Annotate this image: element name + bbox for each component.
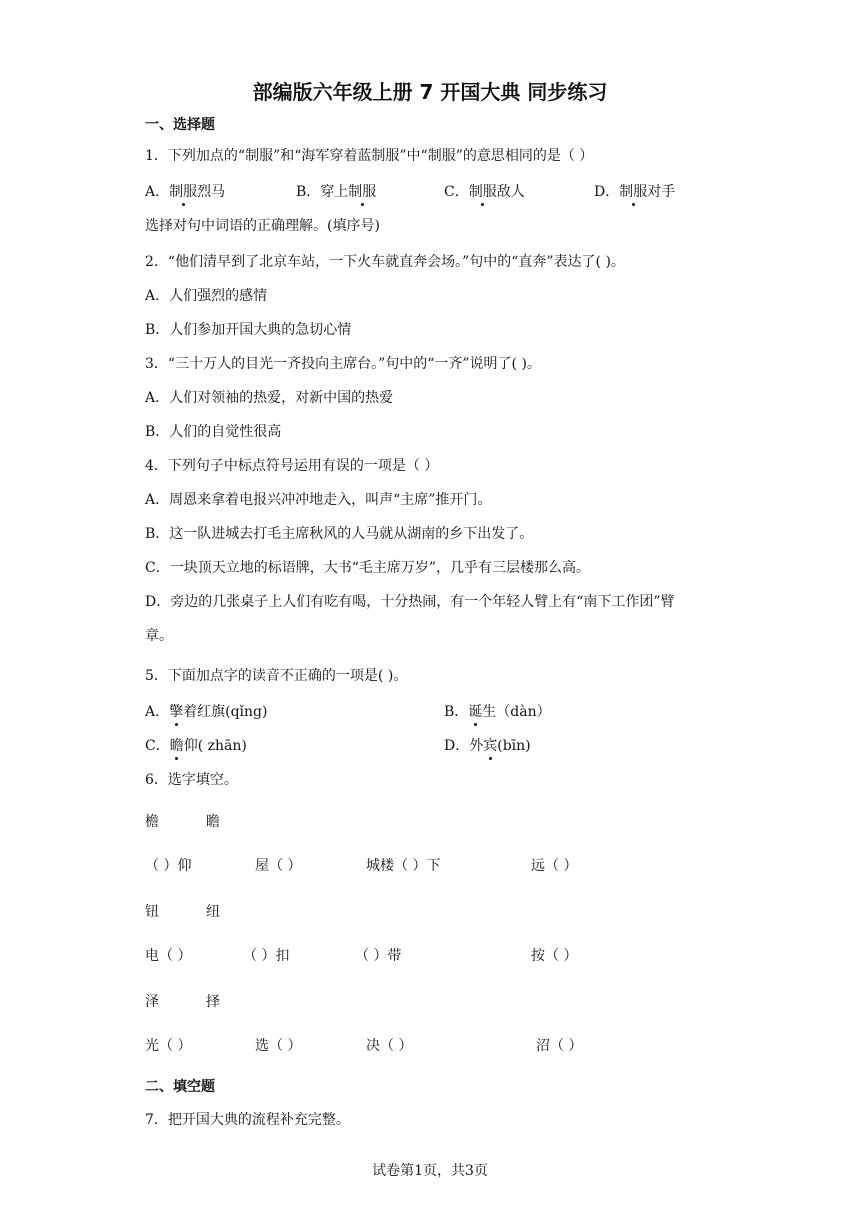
question-4-option-a: A．周恩来拿着电报兴冲冲地走入，叫声“主席”推开门。 bbox=[145, 492, 492, 508]
fill-blank-item[interactable]: 决（ ） bbox=[366, 1038, 413, 1054]
dotted-char: 瞻 bbox=[169, 738, 184, 754]
question-1-option-b: B．穿上制服 bbox=[296, 184, 377, 200]
fill-blank-item[interactable]: （ ）仰 bbox=[145, 858, 192, 874]
char-option: 择 bbox=[206, 994, 220, 1010]
fill-blank-item[interactable]: 沼（ ） bbox=[536, 1038, 583, 1054]
question-3-stem: 3．“三十万人的目光一齐投向主席台。”句中的“一齐”说明了( )。 bbox=[145, 356, 541, 372]
fill-blank-item[interactable]: 远（ ） bbox=[531, 858, 578, 874]
fill-blank-item[interactable]: 光（ ） bbox=[145, 1038, 192, 1054]
question-4-option-d-continued: 章。 bbox=[145, 628, 173, 644]
char-option: 檐 bbox=[145, 814, 159, 830]
question-1-option-a: A．制服烈马 bbox=[145, 184, 226, 200]
section-heading-fill: 二、填空题 bbox=[145, 1079, 215, 1095]
question-3-option-a: A．人们对领袖的热爱，对新中国的热爱 bbox=[145, 390, 394, 406]
dotted-word: 制服 bbox=[348, 184, 377, 200]
fill-blank-item[interactable]: 按（ ） bbox=[531, 948, 578, 964]
fill-blank-item[interactable]: 电（ ） bbox=[145, 948, 192, 964]
fill-blank-item[interactable]: 城楼（ ）下 bbox=[366, 858, 441, 874]
question-4-option-b: B．这一队进城去打毛主席秋风的人马就从湖南的乡下出发了。 bbox=[145, 526, 534, 542]
dotted-char: 宾 bbox=[483, 738, 498, 754]
question-7-stem: 7．把开国大典的流程补充完整。 bbox=[145, 1112, 350, 1128]
question-3-option-b: B．人们的自觉性很高 bbox=[145, 424, 282, 440]
instruction-text: 选择对句中词语的正确理解。(填序号) bbox=[145, 218, 380, 234]
question-4-option-c: C．一块顶天立地的标语牌，大书“毛主席万岁”，几乎有三层楼那么高。 bbox=[145, 560, 591, 576]
fill-blank-item[interactable]: 屋（ ） bbox=[255, 858, 302, 874]
char-option: 瞻 bbox=[206, 814, 220, 830]
dotted-char: 擎 bbox=[169, 704, 184, 720]
page-footer: 试卷第1页，共3页 bbox=[372, 1163, 488, 1179]
question-6-stem: 6．选字填空。 bbox=[145, 772, 238, 788]
char-option: 纽 bbox=[206, 904, 220, 920]
question-1-option-c: C．制服敌人 bbox=[444, 184, 525, 200]
fill-blank-item[interactable]: 选（ ） bbox=[255, 1038, 302, 1054]
fill-blank-item[interactable]: （ ）带 bbox=[355, 948, 402, 964]
char-option: 泽 bbox=[145, 994, 159, 1010]
question-4-option-d: D．旁边的几张桌子上人们有吃有喝，十分热闹，有一个年轻人臂上有“南下工作团”臂 bbox=[145, 594, 675, 610]
question-1-stem: 1．下列加点的“制服”和“海军穿着蓝制服”中“制服”的意思相同的是（ ） bbox=[145, 148, 594, 164]
question-5-option-d: D．外宾(bīn) bbox=[444, 738, 531, 754]
question-2-option-a: A．人们强烈的感情 bbox=[145, 288, 268, 304]
question-1-option-d: D．制服对手 bbox=[594, 184, 676, 200]
question-5-option-a: A．擎着红旗(qǐng) bbox=[145, 704, 268, 720]
dotted-word: 制服 bbox=[619, 184, 648, 200]
question-5-option-c: C．瞻仰( zhān) bbox=[145, 738, 247, 754]
dotted-word: 制服 bbox=[169, 184, 198, 200]
question-4-stem: 4．下列句子中标点符号运用有误的一项是（ ） bbox=[145, 458, 439, 474]
question-5-option-b: B．诞生（dàn） bbox=[444, 704, 551, 720]
char-option: 钮 bbox=[145, 904, 159, 920]
fill-blank-item[interactable]: （ ）扣 bbox=[243, 948, 290, 964]
dotted-word: 制服 bbox=[468, 184, 497, 200]
question-5-stem: 5．下面加点字的读音不正确的一项是( )。 bbox=[145, 668, 408, 684]
section-heading-choice: 一、选择题 bbox=[145, 117, 215, 133]
page-title: 部编版六年级上册 7 开国大典 同步练习 bbox=[252, 80, 608, 104]
question-2-option-b: B．人们参加开国大典的急切心情 bbox=[145, 322, 352, 338]
dotted-char: 诞 bbox=[468, 704, 483, 720]
question-2-stem: 2．“他们清早到了北京车站，一下火车就直奔会场。”句中的“直奔”表达了( )。 bbox=[145, 254, 625, 270]
